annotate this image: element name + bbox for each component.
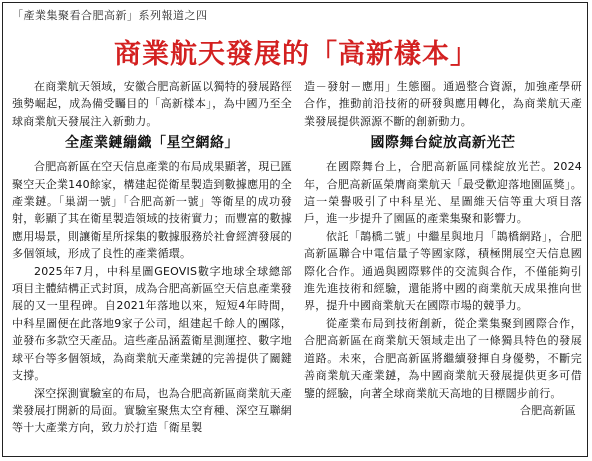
headline: 商業航天發展的「高新樣本」 bbox=[114, 39, 478, 70]
closing-text: 從產業布局到技術創新，從企業集聚到國際合作，合肥高新區在商業航天領域走出了一條獨具特色的發展道路。未來，合肥高新區將繼續發揮自身優勢，不斷完善商業航天產業鏈，為中國商業航天發展提供更多可借鑒的經驗，向著全球商業航天高地的目標闊步前行。 bbox=[304, 316, 582, 400]
body-paragraph: 2025年7月，中科星圖GEOVIS數字地球全球總部項目主體結構正式封頂，成為合肥高新區空天信息產業發展的又一里程碑。自2021年落地以來，短短4年時間，中科星圖便在此落地9家子公司，組建起千餘人的團隊，並發布多款空天產品。這些產品涵蓋衛星測運控、數字地球平台等多個領域，為商業航天產業鏈的完善提供了關鍵支撐。 bbox=[12, 264, 292, 383]
body-paragraph: 依託「鵲橋二號」中繼星與地月「鵲橋網路」，合肥高新區聯合中電信量子等國家隊，積極開展空天信息國際化合作。通過與國際夥伴的交流與合作，不僅能夠引進先進技術和經驗，還能將中國的商業航天成果推向世界，提升中國商業航天在國際市場的競爭力。 bbox=[304, 229, 582, 313]
series-label: 「產業集聚看合肥高新」系列報道之四 bbox=[12, 9, 208, 22]
section-title-right: 國際舞台綻放高新光芒 bbox=[370, 135, 516, 152]
continuation-paragraph: 造－發射－應用」生態圈。通過整合資源，加強產學研合作，推動前沿技術的研發與應用轉化，為商業航天產業發展提供源源不斷的創新動力。 bbox=[304, 80, 582, 128]
body-paragraph: 合肥高新區在空天信息產業的布局成果顯著，現已匯聚空天企業140餘家，構建起從衛星製造到數據應用的全產業鏈。「巢湖一號」「合肥高新一號」等衛星的成功發射，彰顯了其在衛星製造領域的技術實力；而豐富的數據應用場景，則讓衛星所採集的數據服務於社會經濟發展的多個領域，形成了良性的產業循環。 bbox=[12, 160, 292, 261]
signature: 合肥高新區 bbox=[520, 403, 576, 417]
intro-paragraph: 在商業航天領域，安徽合肥高新區以獨特的發展路徑強勢崛起，成為備受矚目的「高新樣本」，為中國乃至全球商業航天發展注入新動力。 bbox=[12, 80, 292, 128]
left-column bbox=[12, 78, 292, 437]
body-paragraph bbox=[304, 315, 582, 417]
body-paragraph: 深空探測實驗室的布局，也為合肥高新區商業航天產業發展打開新的局面。實驗室聚焦太空育種、深空互聯網等十大產業方向，致力於打造「衛星製 bbox=[12, 386, 292, 435]
body-paragraph: 在國際舞台上，合肥高新區同樣綻放光芒。2024年，合肥高新區榮膺商業航天「最受歡迎落地園區獎」。這一榮譽吸引了中科星光、星圖維天信等重大項目落戶，進一步提升了園區的產業集聚和影響力。 bbox=[304, 160, 582, 226]
right-column bbox=[304, 78, 582, 419]
section-title-left: 全產業鏈繃織「星空網絡」 bbox=[65, 135, 239, 152]
